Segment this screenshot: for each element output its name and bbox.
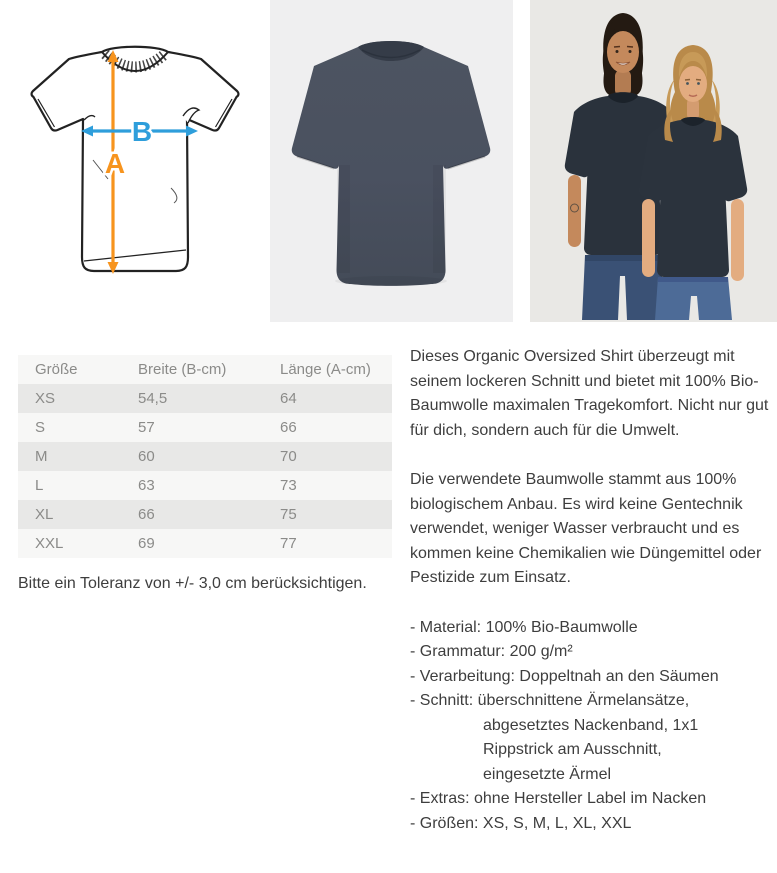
tshirt-measurement-diagram	[5, 0, 265, 320]
size-table-column	[0, 345, 392, 836]
table-row	[18, 384, 392, 413]
header-width: Breite (B-cm)	[138, 361, 227, 378]
cell-breite: 63	[138, 477, 155, 494]
size-diagram-image[interactable]	[0, 0, 270, 322]
cell-size: XXL	[35, 535, 64, 552]
hem-shadow	[335, 276, 447, 286]
table-row	[18, 471, 392, 500]
collar-top-line	[102, 47, 168, 52]
woman-jeans	[655, 277, 732, 320]
description-column	[410, 345, 773, 836]
woman-eye-right	[697, 82, 700, 85]
models-image	[530, 0, 777, 320]
cell-breite: 66	[138, 506, 155, 523]
cell-laenge: 64	[280, 390, 297, 407]
spec-groessen: - Größen: XS, S, M, L, XL, XXL	[410, 814, 632, 832]
spec-verarbeitung: - Verarbeitung: Doppeltnah an den Säumen	[410, 667, 719, 685]
product-photo[interactable]	[270, 0, 513, 322]
cell-size: M	[35, 448, 48, 465]
cell-laenge: 77	[280, 535, 297, 552]
spec-list	[410, 616, 773, 837]
cell-breite: 60	[138, 448, 155, 465]
table-row	[18, 500, 392, 529]
cell-laenge: 75	[280, 506, 297, 523]
spec-material: - Material: 100% Bio-Baumwolle	[410, 618, 638, 636]
cell-breite: 57	[138, 419, 155, 436]
product-details-section	[0, 322, 777, 836]
table-header-row	[18, 355, 392, 384]
spec-schnitt-cont: Rippstrick am Ausschnitt,	[483, 741, 662, 758]
man-eye-right	[629, 50, 632, 53]
cell-size: XS	[35, 390, 56, 407]
man-face	[607, 31, 639, 73]
models-photo[interactable]	[530, 0, 777, 322]
cell-laenge: 66	[280, 419, 297, 436]
flat-shirt-image	[270, 0, 513, 320]
spec-extras: - Extras: ohne Hersteller Label im Nacken	[410, 790, 707, 807]
spec-schnitt: - Schnitt: überschnittene Ärmelansätze,	[410, 692, 690, 709]
tolerance-note: Bitte ein Toleranz von +/- 3,0 cm berücksichtigen.	[18, 575, 367, 592]
description-paragraph-1: Dieses Organic Oversized Shirt überzeugt mit seinem lockeren Schnitt und bietet mit 100% Bio-Baumwolle maximalen Tragekomfort. Nicht nur gut für dich, sondern auch für die Umwelt.	[410, 348, 769, 439]
table-row	[18, 413, 392, 442]
woman-jeans-waist	[658, 277, 728, 282]
tshirt-outline	[32, 52, 239, 271]
cell-laenge: 70	[280, 448, 297, 465]
description-paragraph-2: Die verwendete Baumwolle stammt aus 100% biologischem Anbau. Es wird keine Gentechnik verwendet, weniger Wasser verbraucht und es kommen keine Chemikalien wie Düngemittel oder Pestizide zum Einsatz.	[410, 471, 762, 586]
woman-left-arm	[642, 199, 655, 277]
left-shadow	[337, 165, 350, 273]
man-left-arm	[568, 175, 581, 247]
cell-size: XL	[35, 506, 54, 523]
cell-laenge: 73	[280, 477, 297, 494]
woman-right-arm	[731, 199, 744, 281]
cell-breite: 54,5	[138, 390, 168, 407]
table-row	[18, 442, 392, 471]
product-image-gallery	[0, 0, 777, 322]
spec-schnitt-cont: eingesetzte Ärmel	[483, 765, 612, 783]
label-a: A	[104, 148, 126, 179]
spec-schnitt-cont: abgesetztes Nackenband, 1x1	[483, 716, 699, 734]
table-row	[18, 529, 392, 558]
header-size: Größe	[35, 361, 78, 378]
size-table	[18, 355, 392, 558]
man-eye-left	[616, 50, 619, 53]
right-shadow	[433, 165, 446, 273]
header-length: Länge (A-cm)	[280, 361, 371, 378]
label-b: B	[131, 116, 153, 147]
cell-breite: 69	[138, 535, 155, 552]
cell-size: S	[35, 419, 46, 436]
spec-grammatur: - Grammatur: 200 g/m²	[410, 643, 573, 660]
man-neck	[615, 70, 631, 96]
cell-size: L	[35, 477, 44, 494]
woman-eye-left	[686, 82, 689, 85]
